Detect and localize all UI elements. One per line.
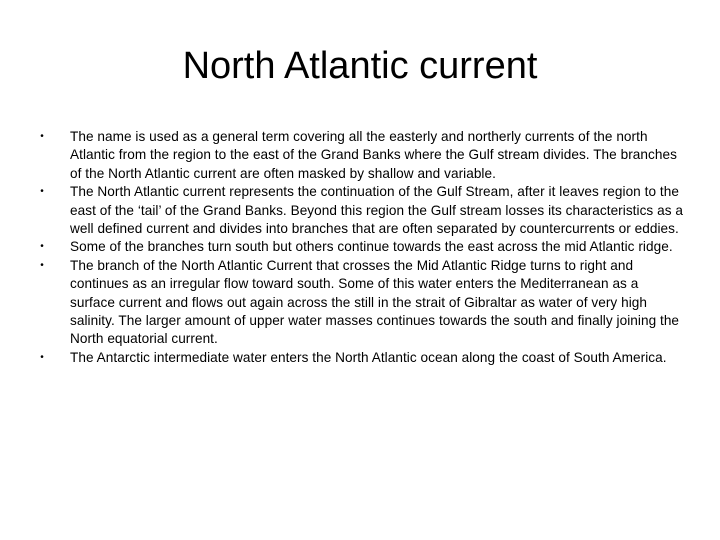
bullet-text: The North Atlantic current represents the continuation of the Gulf Stream, after it leaves region to the east of the ‘tail’ of the Grand Banks. Beyond this region the Gulf stream losses its characteristics as a well defined current and divides into branches that are often separated by countercurrents or eddies. (70, 184, 683, 237)
bullet-text: The Antarctic intermediate water enters the North Atlantic ocean along the coast of South America. (70, 349, 667, 365)
bullet-marker: • (40, 131, 44, 142)
bullet-item (36, 349, 684, 367)
bullet-marker: • (40, 259, 44, 271)
slide-title: North Atlantic current (182, 45, 538, 87)
bullet-marker: • (40, 351, 44, 363)
bullet-text: The branch of the North Atlantic Current that crosses the Mid Atlantic Ridge turns to right and continues as an irregular flow toward south. Some of this water enters the Mediterranean as a surface current and flows out again across the still in the strait of Gibraltar as water of very high salinity. The larger amount of upper water masses continues towards the south and finally joining the North equatorial current. (70, 257, 680, 347)
bullet-item (36, 238, 684, 256)
bullet-item (36, 257, 684, 349)
bullet-list (36, 128, 684, 367)
bullet-marker: • (40, 186, 44, 198)
bullet-text: The name is used as a general term covering all the easterly and northerly currents of the north Atlantic from the region to the east of the Grand Banks where the Gulf stream divides. The branches of the North Atlantic current are often masked by shallow and variable. (70, 129, 677, 181)
bullet-item (36, 128, 684, 183)
bullet-marker: • (40, 241, 44, 253)
bullet-text: Some of the branches turn south but others continue towards the east across the mid Atlantic ridge. (70, 239, 673, 255)
bullet-item (36, 183, 684, 238)
